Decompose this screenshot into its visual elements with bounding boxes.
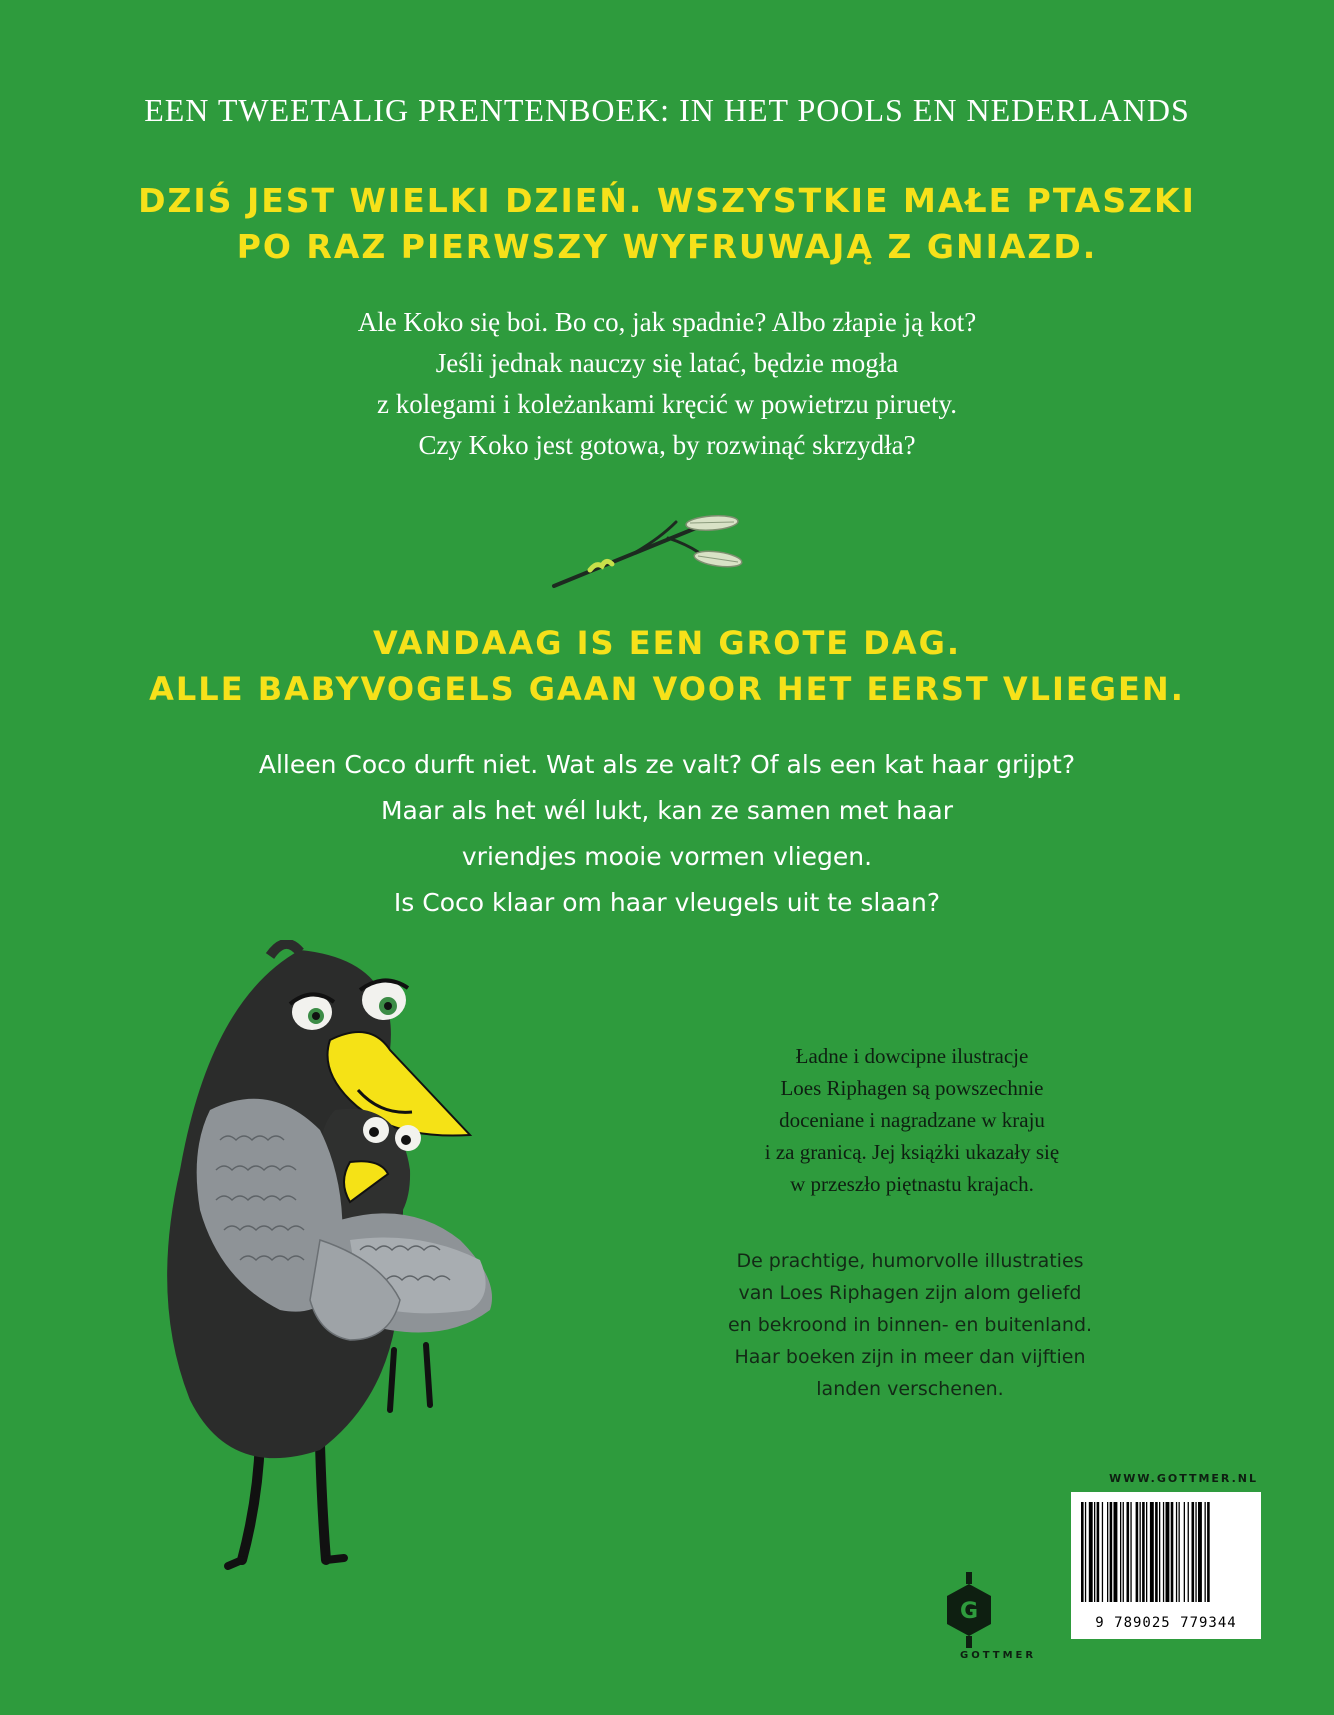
dutch-blurb	[0, 742, 1334, 926]
dutch-headline-line-1: VANDAAG IS EEN GROTE DAG.	[372, 624, 962, 662]
dutch-illustrator-credit	[700, 1245, 1120, 1405]
barcode-bar	[1166, 1502, 1170, 1602]
polish-headline-line-1: DZIŚ JEST WIELKI DZIEŃ. WSZYSTKIE MAŁE PTASZKI	[138, 181, 1196, 220]
barcode-bar	[1176, 1502, 1177, 1602]
barcode-bar	[1136, 1502, 1139, 1602]
barcode-bar	[1192, 1502, 1195, 1602]
publisher-name: GOTTMER	[960, 1650, 1037, 1661]
polish-blurb-line-3: z kolegami i koleżankami kręcić w powietrzu piruety.	[376, 389, 958, 419]
polish-credit-line-1: Ładne i dowcipne ilustracje	[795, 1044, 1029, 1068]
polish-blurb	[0, 302, 1334, 466]
polish-illustrator-credit	[702, 1040, 1122, 1200]
barcode-bar	[1094, 1502, 1095, 1602]
barcode-bar	[1110, 1502, 1113, 1602]
polish-credit-line-5: w przeszło piętnastu krajach.	[790, 1172, 1034, 1196]
barcode-bar	[1102, 1502, 1103, 1602]
barcode-bar	[1205, 1502, 1206, 1602]
barcode-bar	[1123, 1502, 1124, 1602]
barcode-bar	[1155, 1502, 1158, 1602]
barcode-bar	[1179, 1502, 1180, 1602]
barcode-bar	[1120, 1502, 1121, 1602]
barcode-bar	[1188, 1502, 1189, 1602]
polish-headline-line-2: PO RAZ PIERWSZY WYFRUWAJĄ Z GNIAZD.	[236, 227, 1098, 266]
dutch-blurb-line-3: vriendjes mooie vormen vliegen.	[461, 842, 873, 871]
barcode-bars-icon	[1071, 1492, 1261, 1610]
barcode-bar	[1127, 1502, 1130, 1602]
bilingual-subtitle: EEN TWEETALIG PRENTENBOEK: IN HET POOLS EN NEDERLANDS	[144, 92, 1190, 128]
polish-blurb-line-1: Ale Koko się boi. Bo co, jak spadnie? Albo złapie ją kot?	[357, 307, 977, 337]
barcode-bar	[1142, 1502, 1145, 1602]
polish-blurb-line-4: Czy Koko jest gotowa, by rozwinąć skrzydła?	[418, 430, 916, 460]
polish-credit-line-4: i za granicą. Jej książki ukazały się	[764, 1140, 1060, 1164]
barcode-bar	[1171, 1502, 1174, 1602]
isbn-number: 9 789025 779344	[1095, 1615, 1237, 1631]
isbn-barcode	[1071, 1492, 1261, 1639]
barcode-bar	[1130, 1502, 1131, 1602]
logo-letter: G	[959, 1599, 979, 1624]
dutch-credit-line-1: De prachtige, humorvolle illustraties	[736, 1250, 1084, 1272]
barcode-bar	[1207, 1502, 1210, 1602]
polish-headline	[0, 178, 1334, 270]
dutch-blurb-line-4: Is Coco klaar om haar vleugels uit te slaan?	[393, 888, 941, 917]
polish-blurb-line-2: Jeśli jednak nauczy się latać, będzie mogła	[435, 348, 899, 378]
barcode-bar	[1089, 1502, 1093, 1602]
barcode-bar	[1159, 1502, 1160, 1602]
gottmer-logo-icon	[944, 1572, 994, 1652]
barcode-bar	[1085, 1502, 1086, 1602]
barcode-bar	[1107, 1502, 1108, 1602]
dutch-credit-line-4: Haar boeken zijn in meer dan vijftien	[734, 1346, 1086, 1368]
barcode-bar	[1114, 1502, 1118, 1602]
polish-credit-line-3: doceniane i nagradzane w kraju	[779, 1108, 1045, 1132]
barcode-bar	[1081, 1502, 1084, 1602]
barcode-bar	[1146, 1502, 1147, 1602]
barcode-bar	[1184, 1502, 1185, 1602]
dutch-headline	[0, 620, 1334, 712]
dutch-blurb-line-1: Alleen Coco durft niet. Wat als ze valt? Of als een kat haar grijpt?	[258, 750, 1076, 779]
polish-credit-line-2: Loes Riphagen są powszechnie	[780, 1076, 1044, 1100]
dutch-blurb-line-2: Maar als het wél lukt, kan ze samen met haar	[380, 796, 954, 825]
dutch-credit-line-5: landen verschenen.	[816, 1378, 1004, 1400]
barcode-bar	[1195, 1502, 1196, 1602]
barcode-bar	[1097, 1502, 1100, 1602]
birds-hugging-illustration	[150, 940, 550, 1580]
barcode-bar	[1198, 1502, 1202, 1602]
dutch-headline-line-2: ALLE BABYVOGELS GAAN VOOR HET EERST VLIEGEN.	[149, 670, 1185, 708]
branch-with-caterpillar-illustration	[548, 512, 778, 594]
barcode-bar	[1163, 1502, 1164, 1602]
publisher-website: WWW.GOTTMER.NL	[1109, 1472, 1258, 1485]
barcode-bar	[1150, 1502, 1154, 1602]
barcode-bar	[1140, 1502, 1141, 1602]
dutch-credit-line-3: en bekroond in binnen- en buitenland.	[727, 1314, 1093, 1336]
dutch-credit-line-2: van Loes Riphagen zijn alom geliefd	[738, 1282, 1082, 1304]
